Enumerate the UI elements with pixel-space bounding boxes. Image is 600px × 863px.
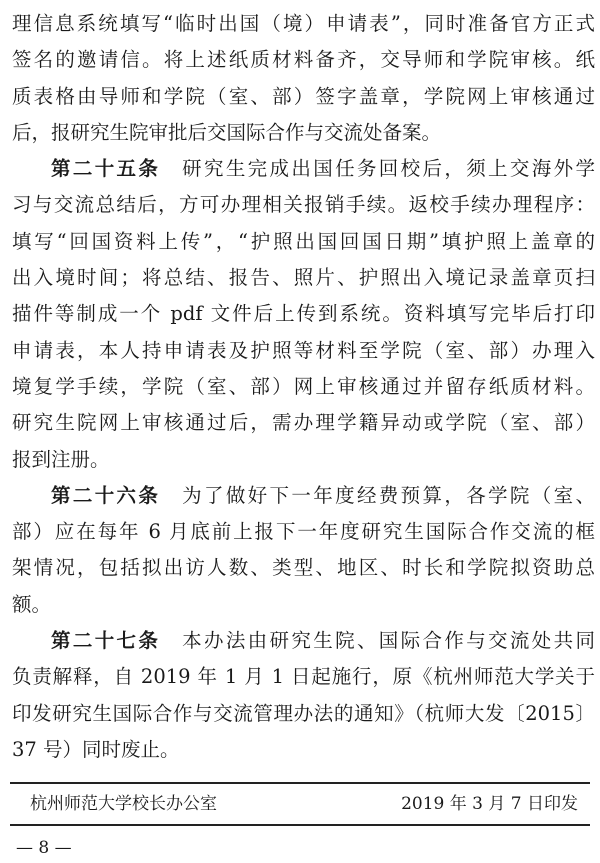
paragraph-text: 本办法由研究生院、国际合作与交流处共同 — [182, 629, 595, 653]
article-27-first-line — [12, 623, 595, 659]
footer-bottom-rule — [10, 824, 590, 826]
paragraph-line: 负责解释，自 2019 年 1 月 1 日起施行，原《杭州师范大学关于 — [12, 665, 595, 689]
paragraph-line: 后，报研究生院审批后交国际合作与交流处备案。 — [12, 120, 442, 144]
paragraph-line: 质表格由导师和学院（室、部）签字盖章，学院网上审核通过 — [12, 84, 595, 108]
paragraph-line: 境复学手续，学院（室、部）网上审核通过并留存纸质材料。 — [12, 374, 595, 398]
paragraph-line: 理信息系统填写“临时出国（境）申请表”，同时准备官方正式 — [12, 12, 595, 35]
paragraph-line: 印发研究生国际合作与交流管理办法的通知》（杭师大发〔2015〕 — [12, 701, 595, 725]
paragraph-line: 37 号）同时废止。 — [12, 737, 180, 761]
article-26-title: 第二十六条 — [51, 483, 161, 507]
paragraph-line: 习与交流总结后，方可办理相关报销手续。返校手续办理程序： — [12, 193, 595, 217]
paragraph-line: 描件等制成一个 pdf 文件后上传到系统。资料填写完毕后打印 — [12, 302, 595, 326]
issuing-office: 杭州师范大学校长办公室 — [30, 794, 217, 814]
issue-date: 2019 年 3 月 7 日印发 — [401, 794, 578, 814]
page-number: — 8 — — [16, 838, 72, 858]
article-25-title: 第二十五条 — [51, 157, 161, 181]
paragraph-line: 签名的邀请信。将上述纸质材料备齐，交导师和学院审核。纸 — [12, 48, 595, 72]
paragraph-line: 部）应在每年 6 月底前上报下一年度研究生国际合作交流的框 — [12, 520, 595, 544]
paragraph-line: 额。 — [12, 592, 52, 616]
paragraph-line: 架情况，包括拟出访人数、类型、地区、时长和学院拟资助总 — [12, 556, 595, 580]
paragraph-text: 研究生完成出国任务回校后，须上交海外学 — [182, 157, 595, 181]
article-26-first-line — [12, 478, 595, 514]
article-27-title: 第二十七条 — [51, 629, 161, 653]
paragraph-line: 填写“回国资料上传”，“护照出国回国日期”填护照上盖章的 — [12, 229, 595, 253]
paragraph-line: 申请表，本人持申请表及护照等材料至学院（室、部）办理入 — [12, 338, 595, 362]
paragraph-line: 报到注册。 — [12, 447, 110, 471]
document-body — [12, 6, 595, 768]
paragraph-text: 为了做好下一年度经费预算，各学院（室、 — [182, 483, 595, 507]
paragraph-line: 研究生院网上审核通过后，需办理学籍异动或学院（室、部） — [12, 411, 595, 435]
footer-top-rule — [10, 782, 590, 784]
article-25-first-line — [12, 151, 595, 187]
paragraph-line: 出入境时间；将总结、报告、照片、护照出入境记录盖章页扫 — [12, 266, 595, 290]
